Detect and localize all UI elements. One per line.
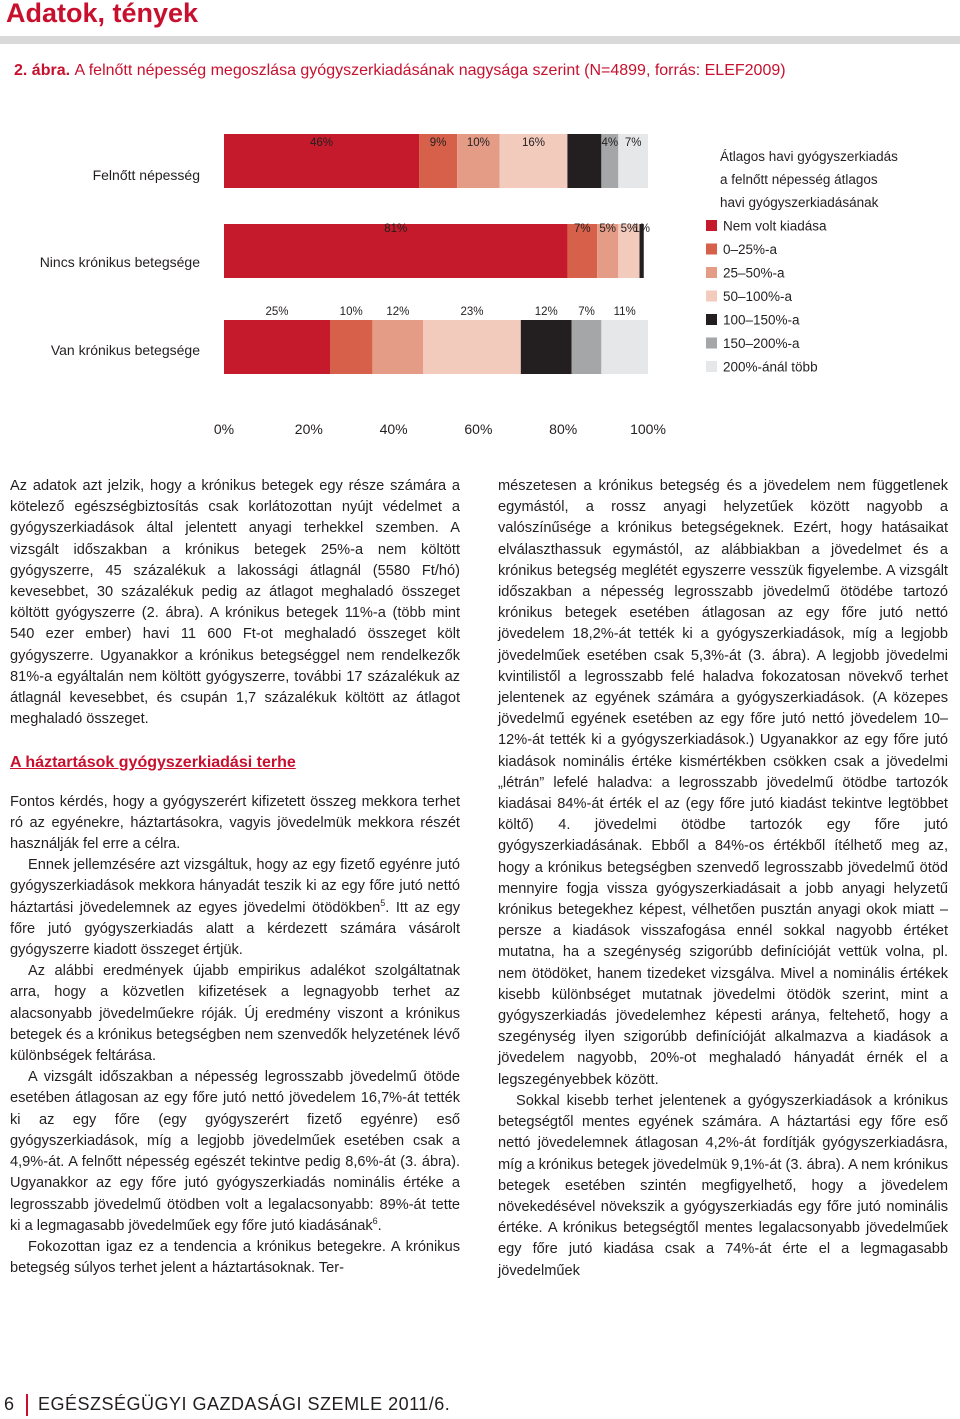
- category-label: Van krónikus betegsége: [50, 342, 200, 358]
- paragraph: [10, 1067, 460, 1237]
- x-tick-label: 0%: [213, 421, 235, 437]
- figure-caption: [14, 62, 786, 80]
- footer-divider: [26, 1394, 28, 1416]
- x-tick-label: 80%: [549, 421, 578, 437]
- data-label: 10%: [339, 306, 363, 318]
- bar-segment: [330, 320, 372, 374]
- x-tick-label: 60%: [464, 421, 493, 437]
- text-column-left: [10, 476, 460, 1279]
- stacked-bar-chart: [0, 120, 960, 450]
- legend-entry: 150‒200%-a: [723, 336, 800, 351]
- data-label: 5%: [620, 223, 638, 235]
- legend-swatch: [706, 244, 717, 255]
- data-label: 12%: [386, 306, 410, 318]
- chart-canvas: [0, 120, 960, 450]
- bar-segment: [572, 320, 602, 374]
- paragraph-text: . Itt az egy főre jutó gyógyszerkiadás alatt a kérdezett számára vásárolt gyógyszerre kiadott összeget értjük.: [10, 899, 461, 959]
- legend-swatch: [706, 267, 717, 278]
- legend-title: a felnőtt népesség átlagos: [720, 172, 878, 187]
- data-label: 7%: [573, 223, 591, 235]
- figure-label: 2. ábra.: [14, 62, 71, 79]
- data-label: 81%: [384, 223, 408, 235]
- section-title: Adatok, tények: [6, 0, 199, 28]
- paragraph: mészetesen a krónikus betegség és a jövedelem nem függetlenek egymástól, a rossz anyagi helyzetűek között nagyobb a valószínűsége a krónikus betegségeknek. Ezért, hogy hatásaikat elválaszthassuk egymástól, az alábbiakban a jövedelmet és a krónikus betegség meglétét egyszerre vesszük figyelembe. A vizsgált időszakban a népesség legrosszabb jövedelmű ötödébe tartozó krónikus betegek esetében átlagosan az egy főre jutó nettó jövedelem 18,2%-át tették ki a gyógyszerkiadások, míg a legjobb jövedelműek esetében csak 5,3%-át (3. ábra). A legjobb jövedelmi kvintilistől a legrosszabb felé haladva fokozatosan növekvő terhet jelentenek az egyének számára a gyógyszerkiadások. (A közepes jövedelmű egyének esetében az egy főre jutó nettó jövedelem 10‒12%-át tették ki a gyógyszerkiadások.) Ugyanakkor az egy főre jutó kiadások nominális értéke kismértékben csökken csak a jövedelmi „létrán” lefelé haladva: a legrosszabb jövedelmű ötödbe tartozók kiadásai 84%-át érték el az (egy főre jutó kiadást tekintve legtöbbet költő) 4. jövedelmi ötödbe tartozók egy főre jutó gyógyszerkiadásának. Ebből a 84%-os értékből ítélhető meg az, hogy a krónikus betegségben szenvedő legrosszabb jövedelmű ötöd mennyire fogja vissza gyógyszerkiadásait a jobb anyagi helyzetű krónikus betegekhez képest, vélhetően pusztán anyagi okok miatt ‒ persze a kiadások visszafogása ennél sokkal nagyobb értéket mutatna, ha a szegénység szigorúbb definícióját vettük volna, pl. nem ötödöket, hanem tizedeket vizsgálva. Mivel a nominális értékek kisebb különbséget mutatnak jövedelmi ötödök szerint, mint a gyógyszerkiadás jövedelemhez képesti aránya, feltehető, hogy a szegénység ilyen szigorúbb definícióját alkalmazva a kiadások a jövedelem nagyobb, 20%-ot meghaladó hányadát érnék el a legszegényebbek között.: [498, 478, 948, 1088]
- category-label: Felnőtt népesség: [92, 167, 200, 183]
- section-heading: A háztartások gyógyszerkiadási terhe: [10, 754, 296, 772]
- legend-swatch: [706, 361, 717, 372]
- bar-segment: [224, 320, 330, 374]
- legend-swatch: [706, 314, 717, 325]
- legend-entry: Nem volt kiadása: [723, 218, 827, 234]
- data-label: 23%: [460, 306, 484, 318]
- text-column-right: [498, 476, 948, 1282]
- data-label: 7%: [624, 137, 642, 149]
- data-label: 25%: [265, 306, 289, 318]
- footnote-ref[interactable]: 6: [372, 1215, 378, 1226]
- legend-title: Átlagos havi gyógyszerkiadás: [720, 149, 898, 164]
- data-label: 11%: [613, 306, 636, 318]
- legend-entry: 25‒50%-a: [723, 265, 785, 281]
- paragraph: Fokozottan igaz ez a tendencia a krónikus betegekre. A krónikus betegség súlyos terhet jelent a háztartásoknak. Ter-: [10, 1238, 460, 1277]
- header-rule: [0, 36, 960, 44]
- page-number: 6: [4, 1394, 15, 1414]
- paragraph: Fontos kérdés, hogy a gyógyszerért kifizetett összeg mekkora terhet ró az egyénekre, háztartásokra, vagyis jövedelmük mekkora részét használják fel erre a célra.: [10, 793, 460, 853]
- data-label: 12%: [534, 306, 558, 318]
- data-label: 4%: [601, 137, 619, 149]
- figure-caption-text: A felnőtt népesség megoszlása gyógyszerkiadásának nagysága szerint (N=4899, forrás: ELEF2009): [74, 62, 786, 79]
- paragraph: Sokkal kisebb terhet jelentenek a gyógyszerkiadások a krónikus betegségtől mentes egyének számára. A háztartási egy főre eső nettó jövedelemnek átlagosan 4,2%-át fordítják gyógyszerkiadásra, míg a krónikus betegek jövedelmük 9,1%-át (3. ábra). A nem krónikus betegek esetében szintén megfigyelhető, hogy a jövedelem növekedésével növekszik a gyógyszerkiadás egy főre jutó nominális értéke. A krónikus betegségtől mentes legalacsonyabb jövedelműek egy főre jutó kiadása csak a 74%-át érte el a legmagasabb jövedelműek: [498, 1092, 948, 1279]
- bar-segment: [372, 320, 423, 374]
- bar-segment: [423, 320, 521, 374]
- legend-entry: 100‒150%-a: [723, 312, 800, 328]
- data-label: 16%: [522, 137, 546, 149]
- data-label: 7%: [578, 306, 595, 318]
- footnote-ref[interactable]: 5: [380, 897, 386, 908]
- legend-entry: 200%-ánál több: [723, 359, 818, 375]
- data-label: 8%: [576, 137, 593, 149]
- x-tick-label: 100%: [630, 421, 666, 437]
- data-label: 10%: [466, 137, 490, 149]
- data-label: 46%: [310, 137, 334, 149]
- legend-title: havi gyógyszerkiadásának: [720, 195, 879, 210]
- data-label: 5%: [599, 223, 617, 235]
- legend-entry: 50‒100%-a: [723, 289, 793, 304]
- paragraph: Az alábbi eredmények újabb empirikus adalékot szolgáltatnak arra, hogy a közvetlen kifizetések a legnagyobb terhet az alacsonyabb jövedelműekre róják. Új eredmény viszont a krónikus betegek és a krónikus betegségben nem szenvedők helyzetének lévő különbségek feltárása.: [10, 963, 460, 1065]
- legend-swatch: [706, 338, 717, 349]
- legend-entry: 0‒25%-a: [723, 242, 778, 257]
- data-label: 1%: [633, 223, 650, 235]
- x-tick-label: 20%: [294, 421, 323, 437]
- journal-name: EGÉSZSÉGÜGYI GAZDASÁGI SZEMLE 2011/6.: [38, 1394, 451, 1414]
- data-label: 9%: [429, 137, 447, 149]
- paragraph-text: A vizsgált időszakban a népesség legrosszabb jövedelmű ötöde esetében átlagosan az egy főre jutó nettó jövedelem 16,7%-át tették ki az egy főre (egy gyógyszerért fizető egyénre) eső gyógyszerkiadások, míg a legjobb jövedelműek esetében csak a 4,9%-át. A felnőtt népesség egészét tekintve pedig 8,6%-át (3. ábra). Ugyanakkor az egy főre jutó gyógyszerkiadás nominális értéke a legrosszabb jövedelmű ötödben volt a legalacsonyabb: 89%-át tette ki a legmagasabb jövedelműek egy főre jutó kiadásának: [10, 1069, 460, 1234]
- x-tick-label: 40%: [379, 421, 408, 437]
- bar-segment: [521, 320, 572, 374]
- paragraph-text: Ennek jellemzésére azt vizsgáltuk, hogy az egy fizető egyénre jutó gyógyszerkiadások mekkora hányadát teszik ki az egy főre jutó nettó háztartási jövedelemnek az egyes jövedelmi ötödökben: [10, 857, 460, 916]
- paragraph: [10, 855, 460, 961]
- bar-segment: [601, 320, 648, 374]
- category-label: Nincs krónikus betegsége: [39, 254, 200, 270]
- paragraph: Az adatok azt jelzik, hogy a krónikus betegek egy része számára a kötelező egészségbiztosítás csak korlátozottan nyújt védelmet a gyógyszerkiadások által jelentett anyagi terhekkel szemben. A vizsgált időszakban a krónikus betegek 25%-a nem költött gyógyszerre, 45 százalékuk a lakossági átlagnál (5580 Ft/hó) kevesebbet, 30 százalékuk pedig az átlagot meghaladó összeget költött gyógyszerre (2. ábra). A krónikus betegek 11%-a (több mint 540 ezer ember) havi 11 600 Ft-ot meghaladó összeget költ gyógyszerre. Ugyanakkor a krónikus betegséggel nem rendelkezők 81%-a egyáltalán nem költött gyógyszerre, további 17 százalékuk az átlagnál kevesebbet, és csupán 1,7 százalékuk költött az átlagot meghaladó összeget.: [10, 478, 460, 728]
- legend-swatch: [706, 220, 717, 231]
- legend-swatch: [706, 291, 717, 302]
- paragraph-text: .: [377, 1217, 382, 1234]
